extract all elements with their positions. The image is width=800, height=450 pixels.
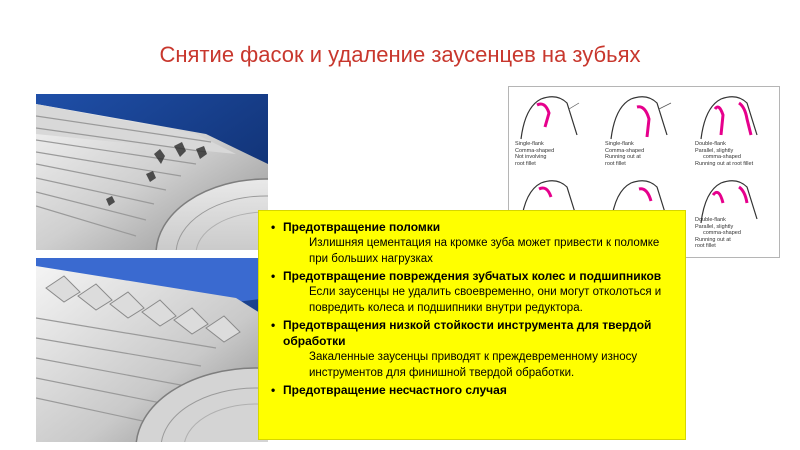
bullet-dot: • [271,383,276,397]
caption-line: comma-shaped [703,154,741,160]
bullet-body [271,349,675,381]
diagram-caption-1 [515,141,599,167]
caption-line: root fillet [515,160,536,167]
bullet-heading-text: Предотвращение поломки [283,220,441,234]
diagram-caption-2 [605,141,689,167]
diagram-caption-3 [695,141,779,167]
caption-line: Running out at [695,236,731,243]
caption-line: Single-flank [515,141,544,147]
bullet-heading [271,268,675,284]
caption-line: Single-flank [605,141,634,147]
bullet-item [271,268,675,316]
caption-line: root fillet [695,243,716,249]
caption-line: Running out at [605,154,641,160]
slide-title: Снятие фасок и удаление заусенцев на зубьях [159,42,641,67]
caption-line: root fillet [605,160,626,167]
bullet-item [271,382,675,398]
caption-line: Parallel, slightly [695,147,734,154]
bullet-heading [271,219,675,235]
callout-box [258,210,686,440]
bullet-dot: • [271,220,276,234]
caption-line: Running out at root fillet [695,160,754,167]
bullet-item [271,219,675,267]
caption-line: Parallel, slightly [695,223,734,230]
diagram-caption-6 [695,217,779,250]
bullet-body-text: приводят к преждевременному износу инструментов для финишной твердой обработки. [309,351,638,379]
caption-line: Double-flank [695,217,726,223]
bullet-body-lead: Закаленные заусенцы [309,351,429,363]
diagram-cell-3 [691,89,779,173]
caption-line: comma-shaped [703,230,741,236]
caption-line: Comma-shaped [605,147,645,154]
caption-line: Not involving [515,154,547,160]
bullet-heading-text: Предотвращение несчастного случая [283,383,507,397]
bullet-item [271,317,675,381]
caption-line: Comma-shaped [515,147,555,154]
gear-photo-burrs [36,94,268,250]
bullet-dot: • [271,269,276,283]
bullet-heading-text: Предотвращение повреждения зубчатых колес и подшипников [283,269,662,283]
bullet-heading [271,317,675,349]
diagram-cell-1 [511,89,599,173]
bullet-heading [271,382,675,398]
diagram-cell-2 [601,89,689,173]
bullet-body: Если заусенцы не удалить своевременно, они могут отколоться и повредить колеса и подшипники внутри редуктора. [309,286,662,314]
bullet-body: Излишняя цементация на кромке зуба может привести к поломке при больших нагрузках [309,237,660,265]
bullet-heading-text: Предотвращения низкой стойкости инструмента для твердой обработки [283,318,652,348]
caption-line: Double-flank [695,141,726,147]
bullet-dot: • [271,318,276,332]
diagram-cell-6 [691,173,779,257]
gear-photo-chamfered [36,258,268,442]
